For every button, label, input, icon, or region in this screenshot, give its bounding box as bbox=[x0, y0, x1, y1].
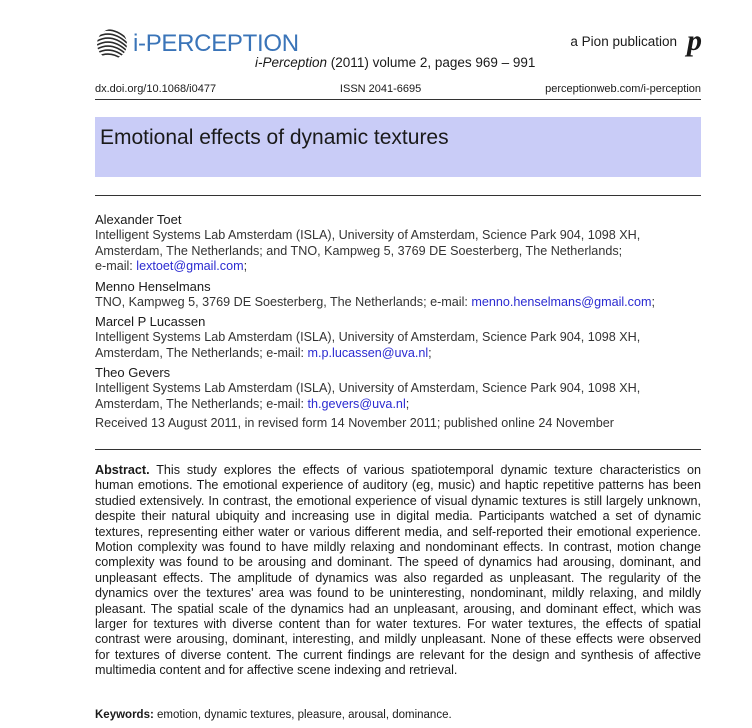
author-affiliation: Amsterdam, The Netherlands; e-mail: th.gevers@uva.nl; bbox=[95, 396, 410, 411]
journal-website-link[interactable]: perceptionweb.com/i-perception bbox=[545, 83, 701, 95]
globe-stripes-icon bbox=[95, 27, 129, 61]
author-email-link[interactable]: th.gevers@uva.nl bbox=[307, 396, 406, 411]
header-divider bbox=[95, 99, 701, 100]
abstract-text: This study explores the effects of various spatiotemporal dynamic texture characteristics on human emotions. The emotional experience of auditory (eg, music) and haptic repetitive patterns has been studied extensively. In contrast, the emotional experience of visual dynamic textures is still largely unknown, despite their natural ubiquity and increasing use in digital media. Participants watched a set of dynamic textures, representing either water or various different media, and self-reported their emotional experience. Motion complexity was found to have mildly relaxing and nondominant effects. In contrast, motion change complexity was found to be arousing and dominant. The speed of dynamics had arousing, dominant, and unpleasant effects. The amplitude of dynamics was also regarded as unpleasant. The regularity of the dynamics over the textures' area was found to be uninteresting, nondominant, mildly relaxing, and mildly pleasant. The spatial scale of the dynamics had an unpleasant, arousing, and dominant effect, which was larger for textures with diverse content than for water textures. For water textures, the effects of spatial contrast were arousing, dominant, interesting, and mildly unpleasant. None of these effects were observed for textures of diverse content. The current findings are relevant for the design and synthesis of affective multimedia content and for affective scene indexing and retrieval. bbox=[95, 463, 701, 678]
keywords-label: Keywords: bbox=[95, 709, 154, 721]
author-name: Theo Gevers bbox=[95, 365, 171, 380]
author-email-link[interactable]: lextoet@gmail.com bbox=[136, 259, 244, 273]
abstract bbox=[95, 463, 701, 679]
title-divider bbox=[95, 195, 701, 196]
abstract-divider bbox=[95, 449, 701, 450]
title-banner bbox=[95, 117, 701, 177]
author-email-line: e-mail: lextoet@gmail.com; bbox=[95, 259, 248, 273]
author-affiliation: Intelligent Systems Lab Amsterdam (ISLA), University of Amsterdam, Science Park 904, 1098 XH, bbox=[95, 381, 641, 395]
author-name: Menno Henselmans bbox=[95, 278, 211, 294]
author-affiliation: TNO, Kampweg 5, 3769 DE Soesterberg, The Netherlands; e-mail: menno.henselmans@gmail.com; bbox=[95, 294, 655, 309]
logo-text: i-PERCEPTION bbox=[133, 30, 299, 57]
author-email-link[interactable]: menno.henselmans@gmail.com bbox=[471, 294, 652, 309]
keywords bbox=[95, 709, 452, 721]
author-list bbox=[95, 211, 715, 432]
author-affiliation: Intelligent Systems Lab Amsterdam (ISLA), University of Amsterdam, Science Park 904, 1098 XH, bbox=[95, 228, 641, 242]
publisher-credit[interactable] bbox=[570, 26, 702, 56]
doi-link[interactable]: dx.doi.org/10.1068/i0477 bbox=[95, 83, 217, 95]
journal-volume-pages: (2011) volume 2, pages 969 – 991 bbox=[327, 55, 536, 70]
author-affiliation: Amsterdam, The Netherlands; and TNO, Kampweg 5, 3769 DE Soesterberg, The Netherlands; bbox=[95, 243, 623, 258]
abstract-label: Abstract. bbox=[95, 463, 150, 477]
meta-row bbox=[95, 83, 701, 95]
author-email-link[interactable]: m.p.lucassen@uva.nl bbox=[307, 345, 429, 360]
publisher-text: a Pion publication bbox=[570, 33, 677, 49]
author-name: Marcel P Lucassen bbox=[95, 314, 206, 329]
issn: ISSN 2041-6695 bbox=[339, 83, 422, 95]
author-name: Alexander Toet bbox=[95, 212, 182, 227]
journal-name: i-Perception bbox=[255, 55, 328, 70]
article-title: Emotional effects of dynamic textures bbox=[100, 126, 449, 149]
journal-citation bbox=[255, 55, 535, 70]
keywords-text: emotion, dynamic textures, pleasure, arousal, dominance. bbox=[153, 709, 452, 721]
author-affiliation: Intelligent Systems Lab Amsterdam (ISLA), University of Amsterdam, Science Park 904, 1098 XH, bbox=[95, 330, 641, 344]
pion-logo: p bbox=[687, 24, 702, 57]
author-affiliation: Amsterdam, The Netherlands; e-mail: m.p.lucassen@uva.nl; bbox=[95, 345, 432, 360]
received-dates: Received 13 August 2011, in revised form 14 November 2011; published online 24 November bbox=[95, 416, 614, 430]
